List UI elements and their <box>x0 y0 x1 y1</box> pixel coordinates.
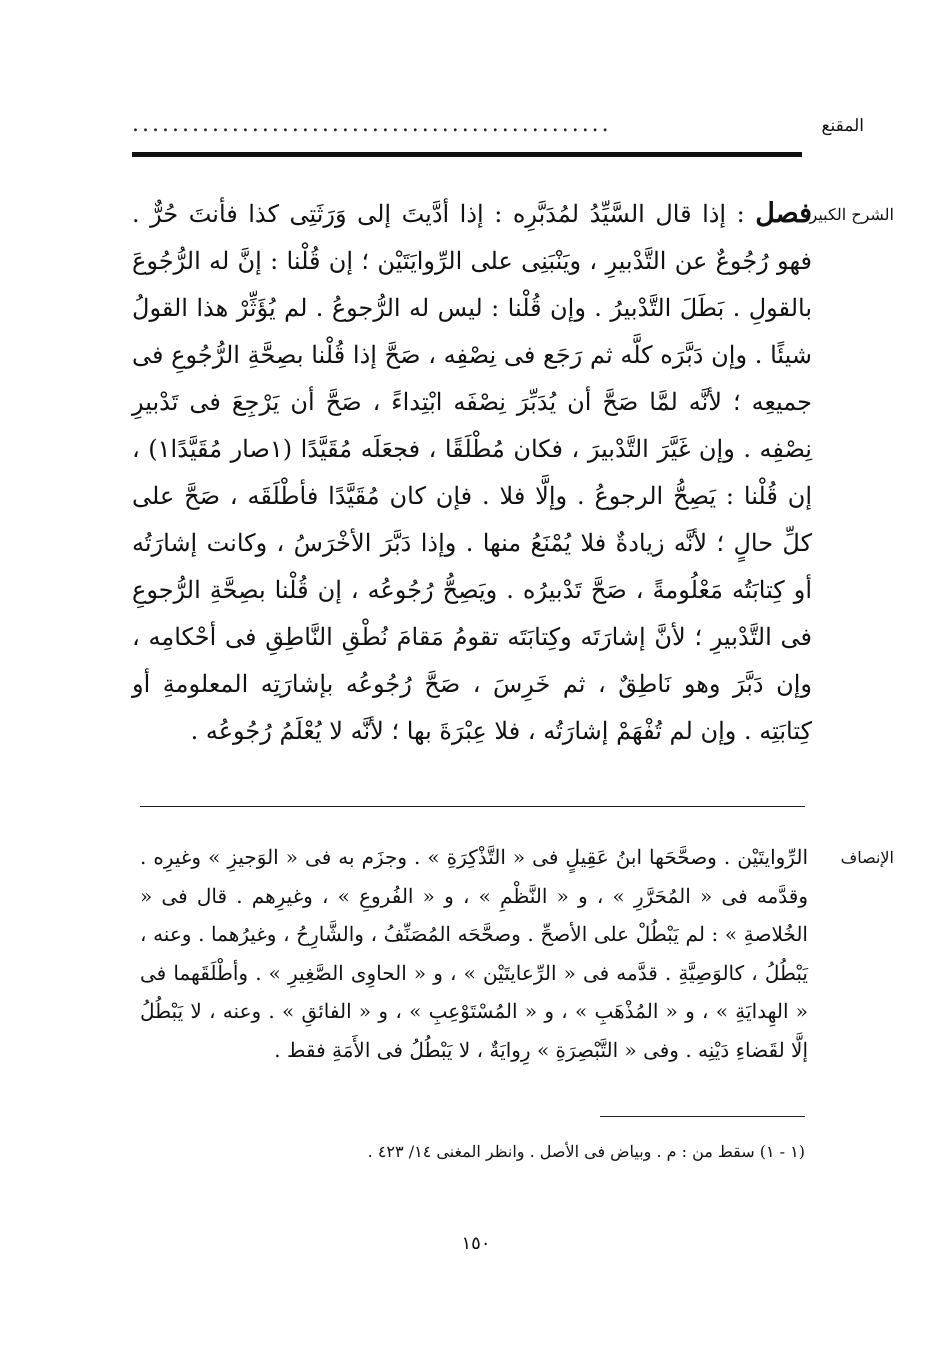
sharh-margin-label: الشرح الكبير <box>809 205 894 224</box>
sharh-body: : إذا قال السَّيِّدُ لمُدَبَّرِه : إذا أدَّيتَ إلى وَرَثَتِى كذا فأنتَ حُرٌّ . فهو رُجُوعٌ عن التَّدْبيرِ ، ويَنْبَنِى على الرِّوايَتَيْن ؛ إن قُلْنا : إنَّ له الرُّجُوعَ بالقولِ . بَطَلَ التَّدْبيرُ . وإن قُلْنا : ليس له الرُّجوعُ . لم يُؤَثِّرْ هذا القولُ شيئًا . وإن دَبَّرَه كلَّه ثم رَجَع فى نِصْفِه ، صَحَّ إذا قُلْنا بصِحَّةِ الرُّجُوعِ فى جميعِه ؛ لأنَّه لمَّا صَحَّ أن يُدَبِّرَ نِصْفَه ابْتِداءً ، صَحَّ أن يَرْجِعَ فى تَدْبيرِ نِصْفِه . وإن غَيَّرَ التَّدْبيرَ ، فكان مُطْلَقًا ، فجعَلَه مُقَيَّدًا (١صار مُقَيَّدًا١) ، إن قُلْنا : يَصِحُّ الرجوعُ . وإلَّا فلا . فإن كان مُقَيَّدًا فأطْلَقَه ، صَحَّ على كلِّ حالٍ ؛ لأنَّه زيادةٌ فلا يُمْنَعُ منها . وإذا دَبَّرَ الأخْرَسُ ، وكانت إشارَتُه أو كِتابَتُه مَعْلُومةً ، صَحَّ تَدْبيرُه . ويَصِحُّ رُجُوعُه ، إن قُلْنا بصِحَّةِ الرُّجوعِ فى التَّدْبيرِ ؛ لأنَّ إشارَتَه وكِتابَتَه تقومُ مَقامَ نُطْقِ النَّاطِقِ فى أحْكامِه ، وإن دَبَّرَ وهو نَاطِقٌ ، ثم خَرِسَ ، صَحَّ رُجُوعُه بإشارَتِه المعلومةِ أو كِتابَتِه . وإن لم تُفْهَمْ إشارَتُه ، فلا عِبْرَةَ بها ؛ لأنَّه لا يُعْلَمُ رُجُوعُه . <box>132 200 812 745</box>
header-rule <box>132 152 802 157</box>
footnote: (١ - ١) سقط من : م . وبياض فى الأصل . وانظر المغنى ١٤/ ٤٢٣ . <box>367 1142 805 1161</box>
section-heading: فصل <box>755 198 812 229</box>
page-number: ١٥٠ <box>461 1233 491 1254</box>
header-dotted-leader: ................................................ <box>132 112 612 137</box>
insaf-margin-label: الإنصاف <box>840 848 894 867</box>
footnote-separator <box>600 1116 805 1117</box>
insaf-paragraph: الرِّوايتَيْن . وصحَّحَها ابنُ عَقِيلٍ فى « التَّذْكِرَةِ » . وجزَم به فى « الوَجيزِ » وغيرِه . وقدَّمه فى « المُحَرَّرِ » ، و « النَّظْمِ » ، و « الفُروعِ » ، وغيرِهم . قال فى « الخُلاصةِ » : لم يَبْطُلْ على الأصحِّ . وصحَّحَه المُصَنِّفُ ، والشَّارِحُ ، وغيرُهما . وعنه ، يَبْطُلُ ، كالوَصِيَّةِ . قدَّمه فى « الرِّعايتَيْن » ، و « الحاوِى الصَّغِيرِ » . وأطْلَقَهما فى « الهِدايَةِ » ، و « المُذْهَبِ » ، و « المُسْتَوْعِبِ » ، و « الفائقِ » . وعنه ، لا يَبْطُلُ إلَّا لقَضاءِ دَيْنِه . وفى « التَّبْصِرَةِ » رِوايَةٌ ، لا يَبْطُلُ فى الأَمَةِ فقط . <box>140 845 808 1062</box>
sharh-paragraph <box>132 190 812 755</box>
section-separator <box>140 806 805 807</box>
running-header-title: المقنع <box>821 116 864 136</box>
